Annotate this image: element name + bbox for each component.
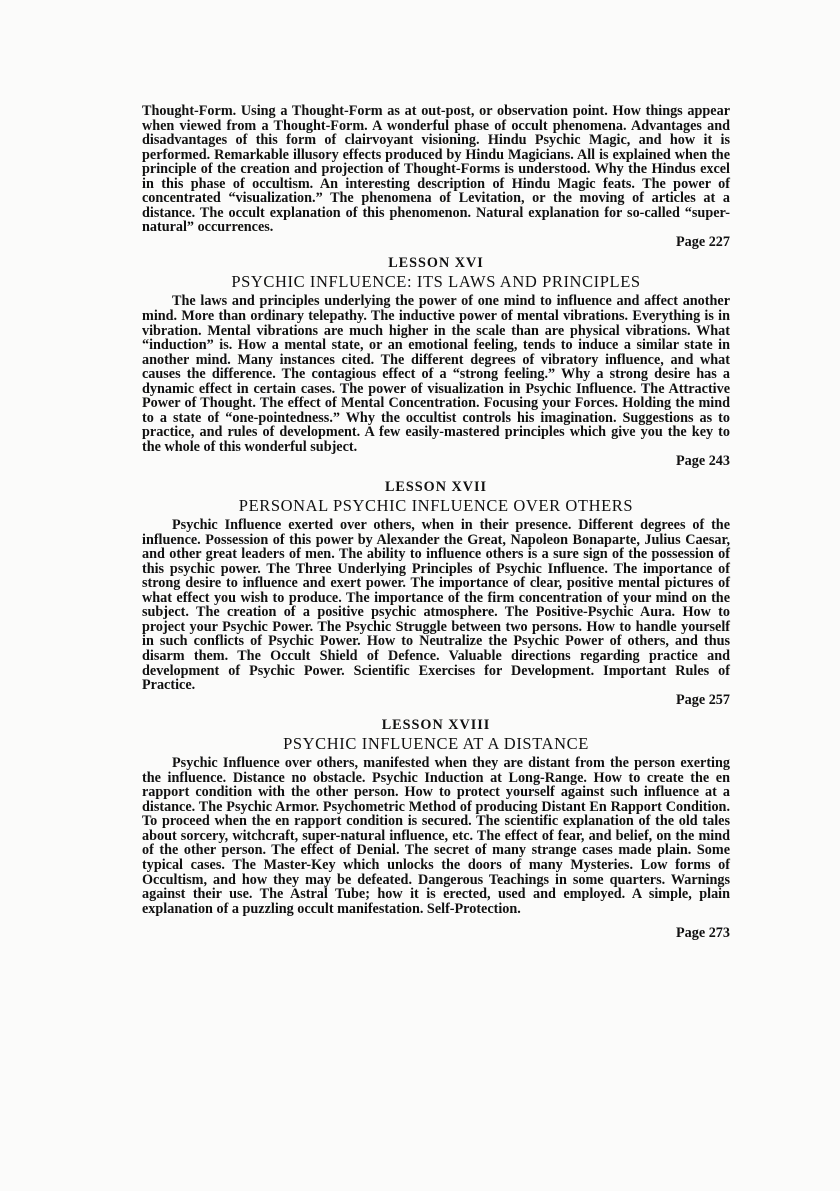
intro-paragraph: Thought-Form. Using a Thought-Form as at out-post, or observation point. How things appear when viewed from a Thought-Form. A wonderful phase of occult phenomena. Advantages and disadvantages of this form of clairvoyant visioning. Hindu Psychic Magic, and how it is performed. Remarkable illusory effects produced by Hindu Magicians. All is explained when the principle of the creation and projection of Thought-Forms is understood. Why the Hindus excel in this phase of occultism. An interesting description of Hindu Magic feats. The power of concentrated “visualization.” The phenomena of Levitation, or the moving of articles at a distance. The occult explanation of this phenomenon. Natural explanation for so-called “super-natural” occurrences.: [142, 103, 730, 236]
lesson-18-title: PSYCHIC INFLUENCE AT A DISTANCE: [283, 734, 589, 754]
lesson-18-number: LESSON XVIII: [381, 717, 491, 734]
lesson-16-body: The laws and principles underlying the power of one mind to influence and affect another mind. More than ordinary telepathy. The inductive power of mental vibrations. Everything is in vibration. Mental vibrations are much higher in the scale than are physical vibrations. What “induction” is. How a mental state, or an emotional feeling, tends to induce a similar state in another mind. Many instances cited. The different degrees of vibratory influence, and what causes the difference. The contagious effect of a “strong feeling.” Why a strong desire has a dynamic effect in certain cases. The power of visualization in Psychic Influence. The Attractive Power of Thought. The effect of Mental Concentration. Focusing your Forces. Holding the mind to a state of “one-pointedness.” Why the occultist controls his imagination. Suggestions as to practice, and rules of development. A few easily-mastered principles which give you the key to the whole of this wonderful subject.: [142, 293, 730, 455]
lesson-17-number: LESSON XVII: [384, 479, 488, 496]
lesson-17-page-ref: Page 257: [676, 691, 730, 708]
lesson-16-number: LESSON XVI: [388, 255, 484, 272]
lesson-18-body: Psychic Influence over others, manifested when they are distant from the person exerting the influence. Distance no obstacle. Psychic Induction at Long-Range. How to create the en rapport condition with the other person. How to protect yourself against such influence at a distance. The Psychic Armor. Psychometric Method of producing Distant En Rapport Condition. To proceed when the en rapport condition is secured. The scientific explanation of the old tales about sorcery, witchcraft, super-natural influence, etc. The effect of fear, and belief, on the mind of the other person. The effect of Denial. The secret of many strange cases made plain. Some typical cases. The Master-Key which unlocks the doors of many Mysteries. Low forms of Occultism, and how they may be defeated. Dangerous Teachings in some quarters. Warnings against their use. The Astral Tube; how it is erected, used and employed. A simple, plain explanation of a puzzling occult manifestation. Self-Protection.: [142, 755, 730, 917]
text-column: [142, 104, 730, 941]
lesson-18-page-ref: Page 273: [676, 925, 730, 942]
lesson-16-title: PSYCHIC INFLUENCE: ITS LAWS AND PRINCIPLES: [231, 272, 641, 292]
lesson-17-body: Psychic Influence exerted over others, when in their presence. Different degrees of the influence. Possession of this power by Alexander the Great, Napoleon Bonaparte, Julius Caesar, and other great leaders of men. The ability to influence others is a sure sign of the possession of this psychic power. The Three Underlying Principles of Psychic Influence. The importance of strong desire to influence and exert power. The importance of clear, positive mental pictures of what effect you wish to produce. The importance of the firm concentration of your mind on the subject. The creation of a positive psychic atmosphere. The Positive-Psychic Aura. How to project your Psychic Power. The Psychic Struggle between two persons. How to handle yourself in such conflicts of Psychic Power. How to Neutralize the Psychic Power of others, and thus disarm them. The Occult Shield of Defence. Valuable directions regarding practice and development of Psychic Power. Scientific Exercises for Development. Important Rules of Practice.: [142, 517, 730, 694]
intro-page-ref: Page 227: [676, 233, 730, 250]
lesson-16-page-ref: Page 243: [676, 453, 730, 470]
lesson-17-title: PERSONAL PSYCHIC INFLUENCE OVER OTHERS: [238, 496, 634, 516]
